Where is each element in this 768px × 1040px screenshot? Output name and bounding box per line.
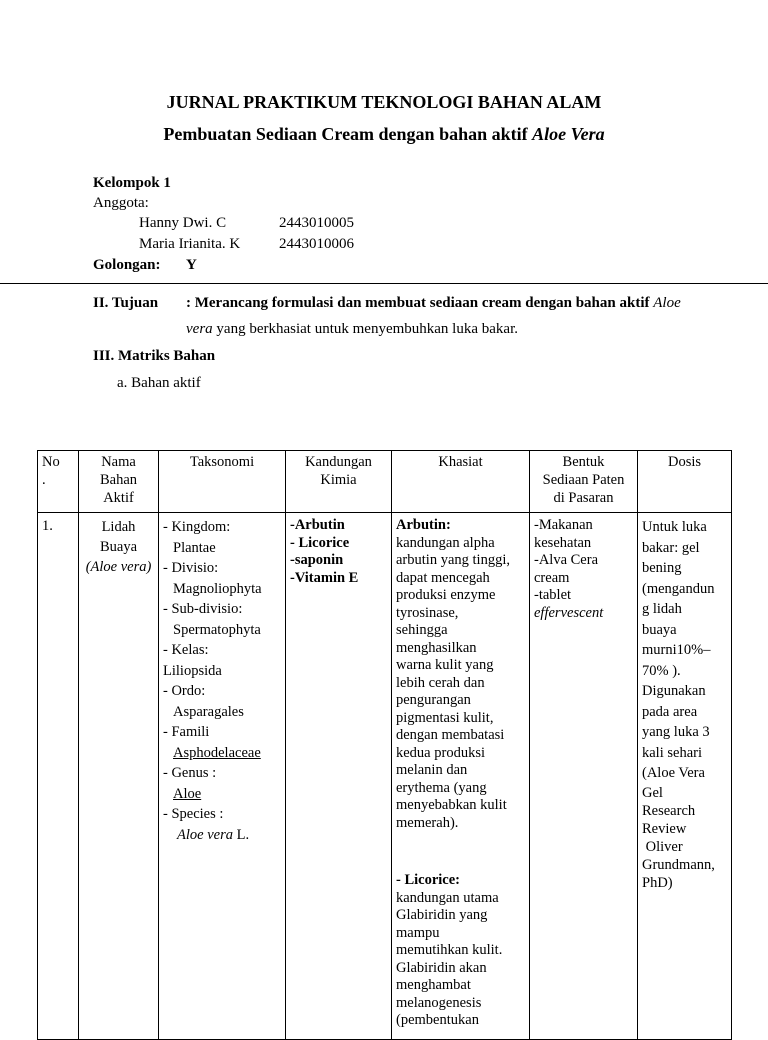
khasiat-line: menghambat [396, 977, 471, 993]
dosis-line: buaya [642, 621, 677, 638]
tujuan-aloe: Aloe [653, 295, 681, 311]
golongan-label: Golongan: [93, 257, 161, 273]
tujuan-line-1 [186, 294, 681, 312]
cell-dosis [638, 513, 732, 1040]
header-nama-bahan: Nama Bahan Aktif [79, 451, 159, 513]
bahan-aktif-table [37, 450, 732, 1040]
dosis-line: bening [642, 560, 682, 576]
khasiat-line: sehingga [396, 622, 448, 638]
dosis-ref-line: PhD) [642, 874, 673, 891]
matriks-label: III. Matriks Bahan [93, 348, 216, 364]
tujuan-label: II. Tujuan [93, 295, 159, 311]
dosis-reference [642, 784, 727, 892]
dosis-line: 70% ). [642, 662, 681, 679]
khasiat-line: dengan membatasi [396, 727, 505, 743]
header-taksonomi: Taksonomi [159, 451, 286, 513]
cell-taksonomi: - Kingdom: Plantae - Divisio: Magnoliophyta - Sub-divisio: Spermatophyta - Kelas: Liliopsida - Ordo: Asparagales - Famili Asphodelaceae - Genus : Aloe - Species : Aloe vera L. [159, 513, 286, 1040]
header-bentuk: Bentuk Sediaan Paten di Pasaran [530, 451, 638, 513]
khasiat-line: kandungan alpha [396, 534, 495, 551]
golongan-value: Y [186, 257, 197, 273]
dosis-text [642, 517, 727, 784]
group-label: Kelompok 1 [93, 175, 171, 191]
khasiat-line: menyebabkan kulit [396, 797, 507, 813]
dosis-ref-line: Review [642, 820, 687, 837]
dosis-line: g lidah [642, 601, 682, 617]
khasiat-line: melanin dan [396, 762, 468, 778]
tujuan-colon-text: : Merancang formulasi dan membuat sediaan cream dengan bahan aktif [186, 295, 650, 311]
section-divider [0, 283, 768, 284]
dosis-line: bakar: gel [642, 539, 700, 556]
document-title: JURNAL PRAKTIKUM TEKNOLOGI BAHAN ALAM [166, 92, 602, 112]
members-label: Anggota: [93, 195, 149, 211]
khasiat-line: produksi enzyme [396, 587, 496, 603]
member-id-2: 2443010006 [279, 236, 354, 252]
khasiat-line: kedua produksi [396, 744, 485, 761]
cell-bentuk: -Makanan kesehatan -Alva Cera cream -tablet effervescent [530, 513, 638, 1040]
dosis-line: pada area [642, 703, 698, 720]
dosis-line: kali sehari [642, 744, 702, 761]
khasiat-line: warna kulit yang [396, 657, 494, 673]
table-header-row [38, 451, 732, 513]
khasiat-line: memerah). [396, 814, 459, 831]
dosis-line: murni10%– [642, 642, 711, 658]
khasiat-line: dapat mencegah [396, 569, 490, 586]
tujuan-vera: vera [186, 321, 213, 337]
khasiat-licorice-text [396, 890, 525, 1030]
dosis-ref-line: Grundmann, [642, 856, 715, 873]
khasiat-line: mampu [396, 924, 440, 941]
khasiat-line: erythema (yang [396, 779, 487, 796]
header-khasiat: Khasiat [392, 451, 530, 513]
header-kandungan: Kandungan Kimia [286, 451, 392, 513]
dosis-line: Digunakan [642, 683, 706, 699]
dosis-line: (Aloe Vera [642, 765, 705, 781]
cell-kandungan: -Arbutin - Licorice -saponin -Vitamin E [286, 513, 392, 1040]
table-row [38, 513, 732, 1040]
member-id-1: 2443010005 [279, 215, 354, 231]
tujuan-line-2 [186, 320, 518, 338]
cell-no: 1. [38, 513, 79, 1040]
dosis-line: yang luka 3 [642, 724, 710, 740]
khasiat-line: kandungan utama [396, 889, 499, 906]
dosis-ref-line: Gel [642, 784, 663, 801]
khasiat-line: tyrosinase, [396, 604, 459, 621]
khasiat-line: (pembentukan [396, 1012, 479, 1028]
header-dosis: Dosis [638, 451, 732, 513]
khasiat-line: arbutin yang tinggi, [396, 552, 510, 568]
khasiat-line: pengurangan [396, 692, 471, 708]
cell-khasiat: Arbutin: kandungan alpha arbutin yang tinggi, dapat mencegah produksi enzyme tyrosinase, sehingga menghasilkan warna kulit yang lebih cerah dan pengurangan pigmentasi kulit, dengan membatasi kedua produksi melanin dan erythema (yang menyebabkan kulit memerah). - Licorice: kandungan utama Glabiridin yang mampu memutihkan kulit. Glabiridin akan menghambat melanogenesis (pembentukan [392, 513, 530, 1040]
khasiat-arbutin-text [396, 535, 525, 833]
member-name-2: Maria Irianita. K [139, 236, 241, 252]
dosis-line: (mengandun [642, 580, 715, 597]
cell-nama: Lidah Buaya (Aloe vera) [79, 513, 159, 1040]
member-name-1: Hanny Dwi. C [139, 215, 227, 231]
khasiat-line: memutihkan kulit. [396, 942, 503, 958]
khasiat-line: lebih cerah dan [396, 674, 485, 691]
khasiat-line: menghasilkan [396, 639, 477, 656]
subtitle-text: Pembuatan Sediaan Cream dengan bahan aktif [163, 124, 528, 144]
dosis-line: Untuk luka [642, 519, 707, 535]
matriks-sub: a. Bahan aktif [117, 375, 201, 391]
dosis-ref-line: Oliver [642, 838, 683, 855]
subtitle-italic: Aloe Vera [532, 124, 605, 144]
dosis-ref-line: Research [642, 802, 696, 819]
tujuan-line-2-text: yang berkhasiat untuk menyembuhkan luka bakar. [216, 321, 518, 337]
document-subtitle [0, 124, 768, 145]
khasiat-line: Glabiridin yang [396, 907, 488, 923]
header-no: No . [38, 451, 79, 513]
khasiat-line: melanogenesis [396, 994, 482, 1011]
khasiat-line: pigmentasi kulit, [396, 709, 494, 726]
khasiat-line: Glabiridin akan [396, 959, 487, 976]
